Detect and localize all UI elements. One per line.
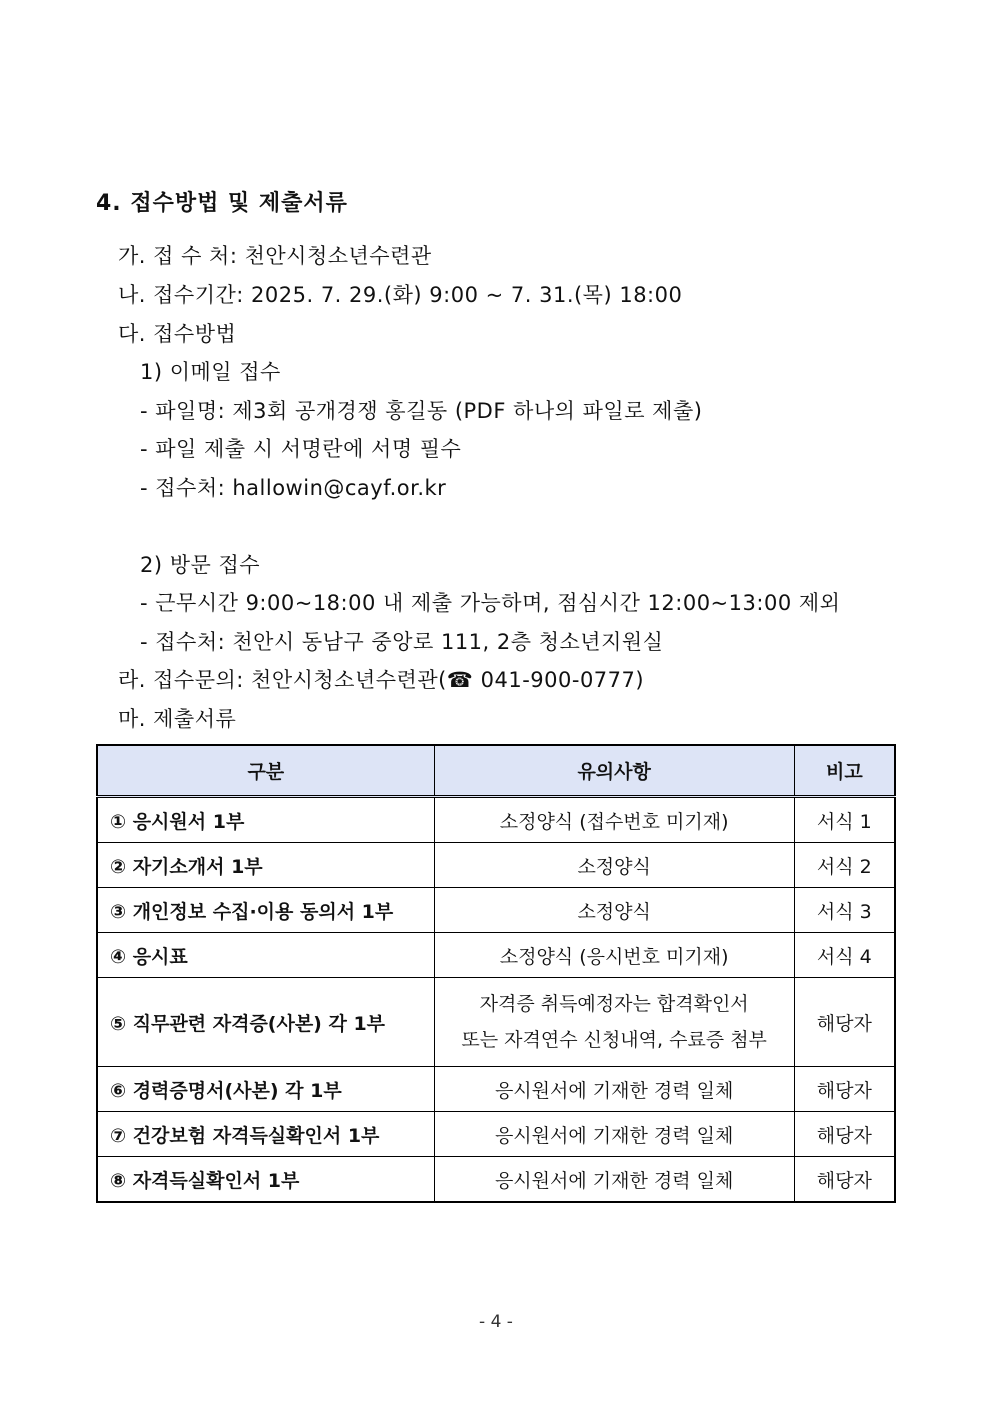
document-name: ⑥ 경력증명서(사본) 각 1부 bbox=[97, 1067, 434, 1112]
document-name: ⑤ 직무관련 자격증(사본) 각 1부 bbox=[97, 978, 434, 1067]
document-remark: 해당자 bbox=[794, 1112, 895, 1157]
table-row bbox=[97, 1157, 895, 1203]
document-name: ① 응시원서 1부 bbox=[97, 797, 434, 843]
email-address: - 접수처: hallowin@cayf.or.kr bbox=[140, 476, 447, 500]
document-name: ② 자기소개서 1부 bbox=[97, 843, 434, 888]
table-row bbox=[97, 843, 895, 888]
table-row bbox=[97, 1112, 895, 1157]
visit-address: - 접수처: 천안시 동남구 중앙로 111, 2층 청소년지원실 bbox=[140, 630, 664, 654]
table-row bbox=[97, 933, 895, 978]
table-row bbox=[97, 978, 895, 1067]
document-note: 소정양식 (응시번호 미기재) bbox=[434, 933, 794, 978]
document-note-continued: 또는 자격연수 신청내역, 수료증 첨부 bbox=[461, 1029, 767, 1051]
header-notes: 유의사항 bbox=[434, 745, 794, 797]
document-note: 소정양식 bbox=[434, 843, 794, 888]
section-heading: 4. 접수방법 및 제출서류 bbox=[96, 191, 348, 216]
inquiry-contact: 라. 접수문의: 천안시청소년수련관(☎ 041-900-0777) bbox=[118, 668, 645, 692]
visit-hours: - 근무시간 9:00~18:00 내 제출 가능하며, 점심시간 12:00~13:00 제외 bbox=[140, 591, 841, 615]
page-number: - 4 - bbox=[479, 1312, 513, 1332]
document-name: ⑧ 자격득실확인서 1부 bbox=[97, 1157, 434, 1203]
document-note: 소정양식 (접수번호 미기재) bbox=[434, 797, 794, 843]
document-remark: 서식 1 bbox=[794, 797, 895, 843]
header-category: 구분 bbox=[97, 745, 434, 797]
reception-method-title: 다. 접수방법 bbox=[118, 322, 237, 346]
header-remark: 비고 bbox=[794, 745, 895, 797]
documents-table bbox=[96, 744, 896, 1203]
document-name: ③ 개인정보 수집·이용 동의서 1부 bbox=[97, 888, 434, 933]
document-note-cell bbox=[434, 978, 794, 1067]
document-name: ⑦ 건강보험 자격득실확인서 1부 bbox=[97, 1112, 434, 1157]
document-name: ④ 응시표 bbox=[97, 933, 434, 978]
visit-reception-title: 2) 방문 접수 bbox=[140, 553, 261, 577]
document-remark: 해당자 bbox=[794, 1067, 895, 1112]
document-remark: 서식 2 bbox=[794, 843, 895, 888]
reception-period: 나. 접수기간: 2025. 7. 29.(화) 9:00 ~ 7. 31.(목) 18:00 bbox=[118, 283, 683, 307]
document-remark: 해당자 bbox=[794, 978, 895, 1067]
documents-title: 마. 제출서류 bbox=[118, 707, 237, 731]
document-remark: 해당자 bbox=[794, 1157, 895, 1203]
document-note: 소정양식 bbox=[434, 888, 794, 933]
email-filename-rule: - 파일명: 제3회 공개경쟁 홍길동 (PDF 하나의 파일로 제출) bbox=[140, 399, 703, 423]
email-reception-title: 1) 이메일 접수 bbox=[140, 360, 281, 384]
document-remark: 서식 4 bbox=[794, 933, 895, 978]
reception-place: 가. 접 수 처: 천안시청소년수련관 bbox=[118, 244, 432, 268]
document-note: 자격증 취득예정자는 합격확인서 bbox=[479, 993, 749, 1015]
document-note: 응시원서에 기재한 경력 일체 bbox=[434, 1157, 794, 1203]
document-remark: 서식 3 bbox=[794, 888, 895, 933]
table-row bbox=[97, 797, 895, 843]
table-row bbox=[97, 1067, 895, 1112]
document-note: 응시원서에 기재한 경력 일체 bbox=[434, 1067, 794, 1112]
document-note: 응시원서에 기재한 경력 일체 bbox=[434, 1112, 794, 1157]
table-header-row bbox=[97, 745, 895, 797]
table-row bbox=[97, 888, 895, 933]
email-signature-rule: - 파일 제출 시 서명란에 서명 필수 bbox=[140, 437, 462, 461]
